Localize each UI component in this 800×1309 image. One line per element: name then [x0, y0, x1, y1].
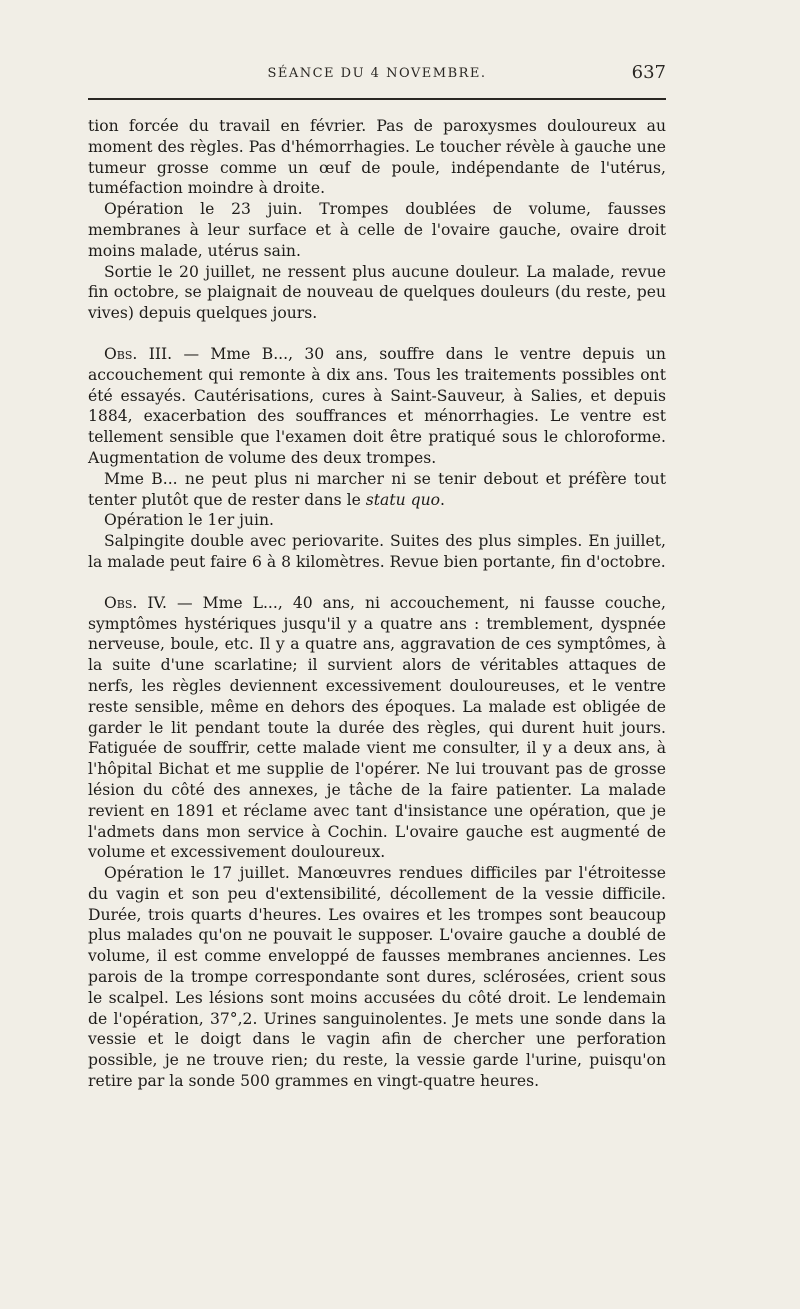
obs-3-label: Obs. III. [104, 344, 173, 363]
obs-4-paragraph [88, 593, 666, 863]
obs-4-person: — Mme L..., [167, 593, 293, 612]
page-body [88, 116, 666, 1092]
obs-4-label: Obs. IV. [104, 593, 168, 612]
paragraph-7: Salpingite double avec periovarite. Suites des plus simples. En juillet, la malade peut faire 6 à 8 kilomètres. Revue bien portante, fin d'octobre. [88, 532, 666, 571]
obs-3-person: — Mme B..., [172, 344, 305, 363]
paragraph-2: Opération le 23 juin. Trompes doublées de volume, fausses membranes à leur surface et à celle de l'ovaire gauche, ovaire droit moins malade, utérus sain. [88, 200, 666, 260]
obs-3-text: 30 ans, souffre dans le ventre depuis un accouchement qui remonte à dix ans. Tous les traitements possibles ont été essayés. Cautérisations, cures à Saint-Sauveur, à Salies, et depuis 1884, exacerbation des souffrances et ménorrhagies. Le ventre est tellement sensible que l'examen doit être pratiqué sous le chloroforme. Augmentation de volume des deux trompes. [88, 344, 666, 467]
paragraph-5-end: . [440, 490, 445, 509]
paragraph-6: Opération le 1er juin. [104, 511, 274, 530]
paragraph-5-text: Mme B... ne peut plus ni marcher ni se tenir debout et préfère tout tenter plutôt que de rester dans le [88, 469, 666, 509]
header-rule [88, 98, 666, 100]
obs-4-text: 40 ans, ni accouchement, ni fausse couche, symptômes hystériques jusqu'il y a quatre ans : tremblement, dyspnée nerveuse, boule, etc. Il y a quatre ans, aggravation de ces symptômes, à la suite d'une scarlatine; il survient alors de véritables attaques de nerfs, les règles deviennent excessivement douloureuses, et le ventre reste sensible, même en dehors des époques. La malade est obligée de garder le lit pendant toute la durée des règles, qui durent huit jours. Fatiguée de souffrir, cette malade vient me consulter, il y a deux ans, à l'hôpital Bichat et me supplie de l'opérer. Ne lui trouvant pas de grosse lésion du côté des annexes, je tâche de la faire patienter. La malade revient en 1891 et réclame avec tant d'insistance une opération, que je l'admets dans mon service à Cochin. L'ovaire gauche est augmenté de volume et excessivement douloureux. [88, 593, 666, 862]
paragraph-5 [88, 469, 666, 511]
obs-3-paragraph [88, 344, 666, 469]
page-number: 637 [631, 62, 666, 83]
running-header [88, 62, 666, 86]
paragraph-9: Opération le 17 juillet. Manœuvres rendues difficiles par l'étroitesse du vagin et son peu d'extensibilité, décollement de la vessie difficile. Durée, trois quarts d'heures. Les ovaires et les trompes sont beaucoup plus malades qu'on ne pouvait le supposer. L'ovaire gauche a doublé de volume, il est comme enveloppé de fausses membranes anciennes. Les parois de la trompe correspondante sont dures, sclérosées, crient sous le scalpel. Les lésions sont moins accusées du côté droit. Le lendemain de l'opération, 37°,2. Urines sanguinolentes. Je mets une sonde dans la vessie et le doigt dans le vagin afin de chercher une perforation possible, je ne trouve rien; du reste, la vessie garde l'urine, puisqu'on retire par la sonde 500 grammes en vingt-quatre heures. [88, 864, 666, 1091]
paragraph-1: tion forcée du travail en février. Pas de paroxysmes douloureux au moment des règles. Pas d'hémorrhagies. Le toucher révèle à gauche une tumeur grosse comme un œuf de poule, indépendante de l'utérus, tuméfaction moindre à droite. [88, 117, 666, 198]
running-title: SÉANCE DU 4 NOVEMBRE. [267, 66, 487, 81]
statu-quo: statu quo [365, 490, 441, 509]
paragraph-3: Sortie le 20 juillet, ne ressent plus aucune douleur. La malade, revue fin octobre, se plaignait de nouveau de quelques douleurs (du reste, peu vives) depuis quelques jours. [88, 262, 666, 323]
